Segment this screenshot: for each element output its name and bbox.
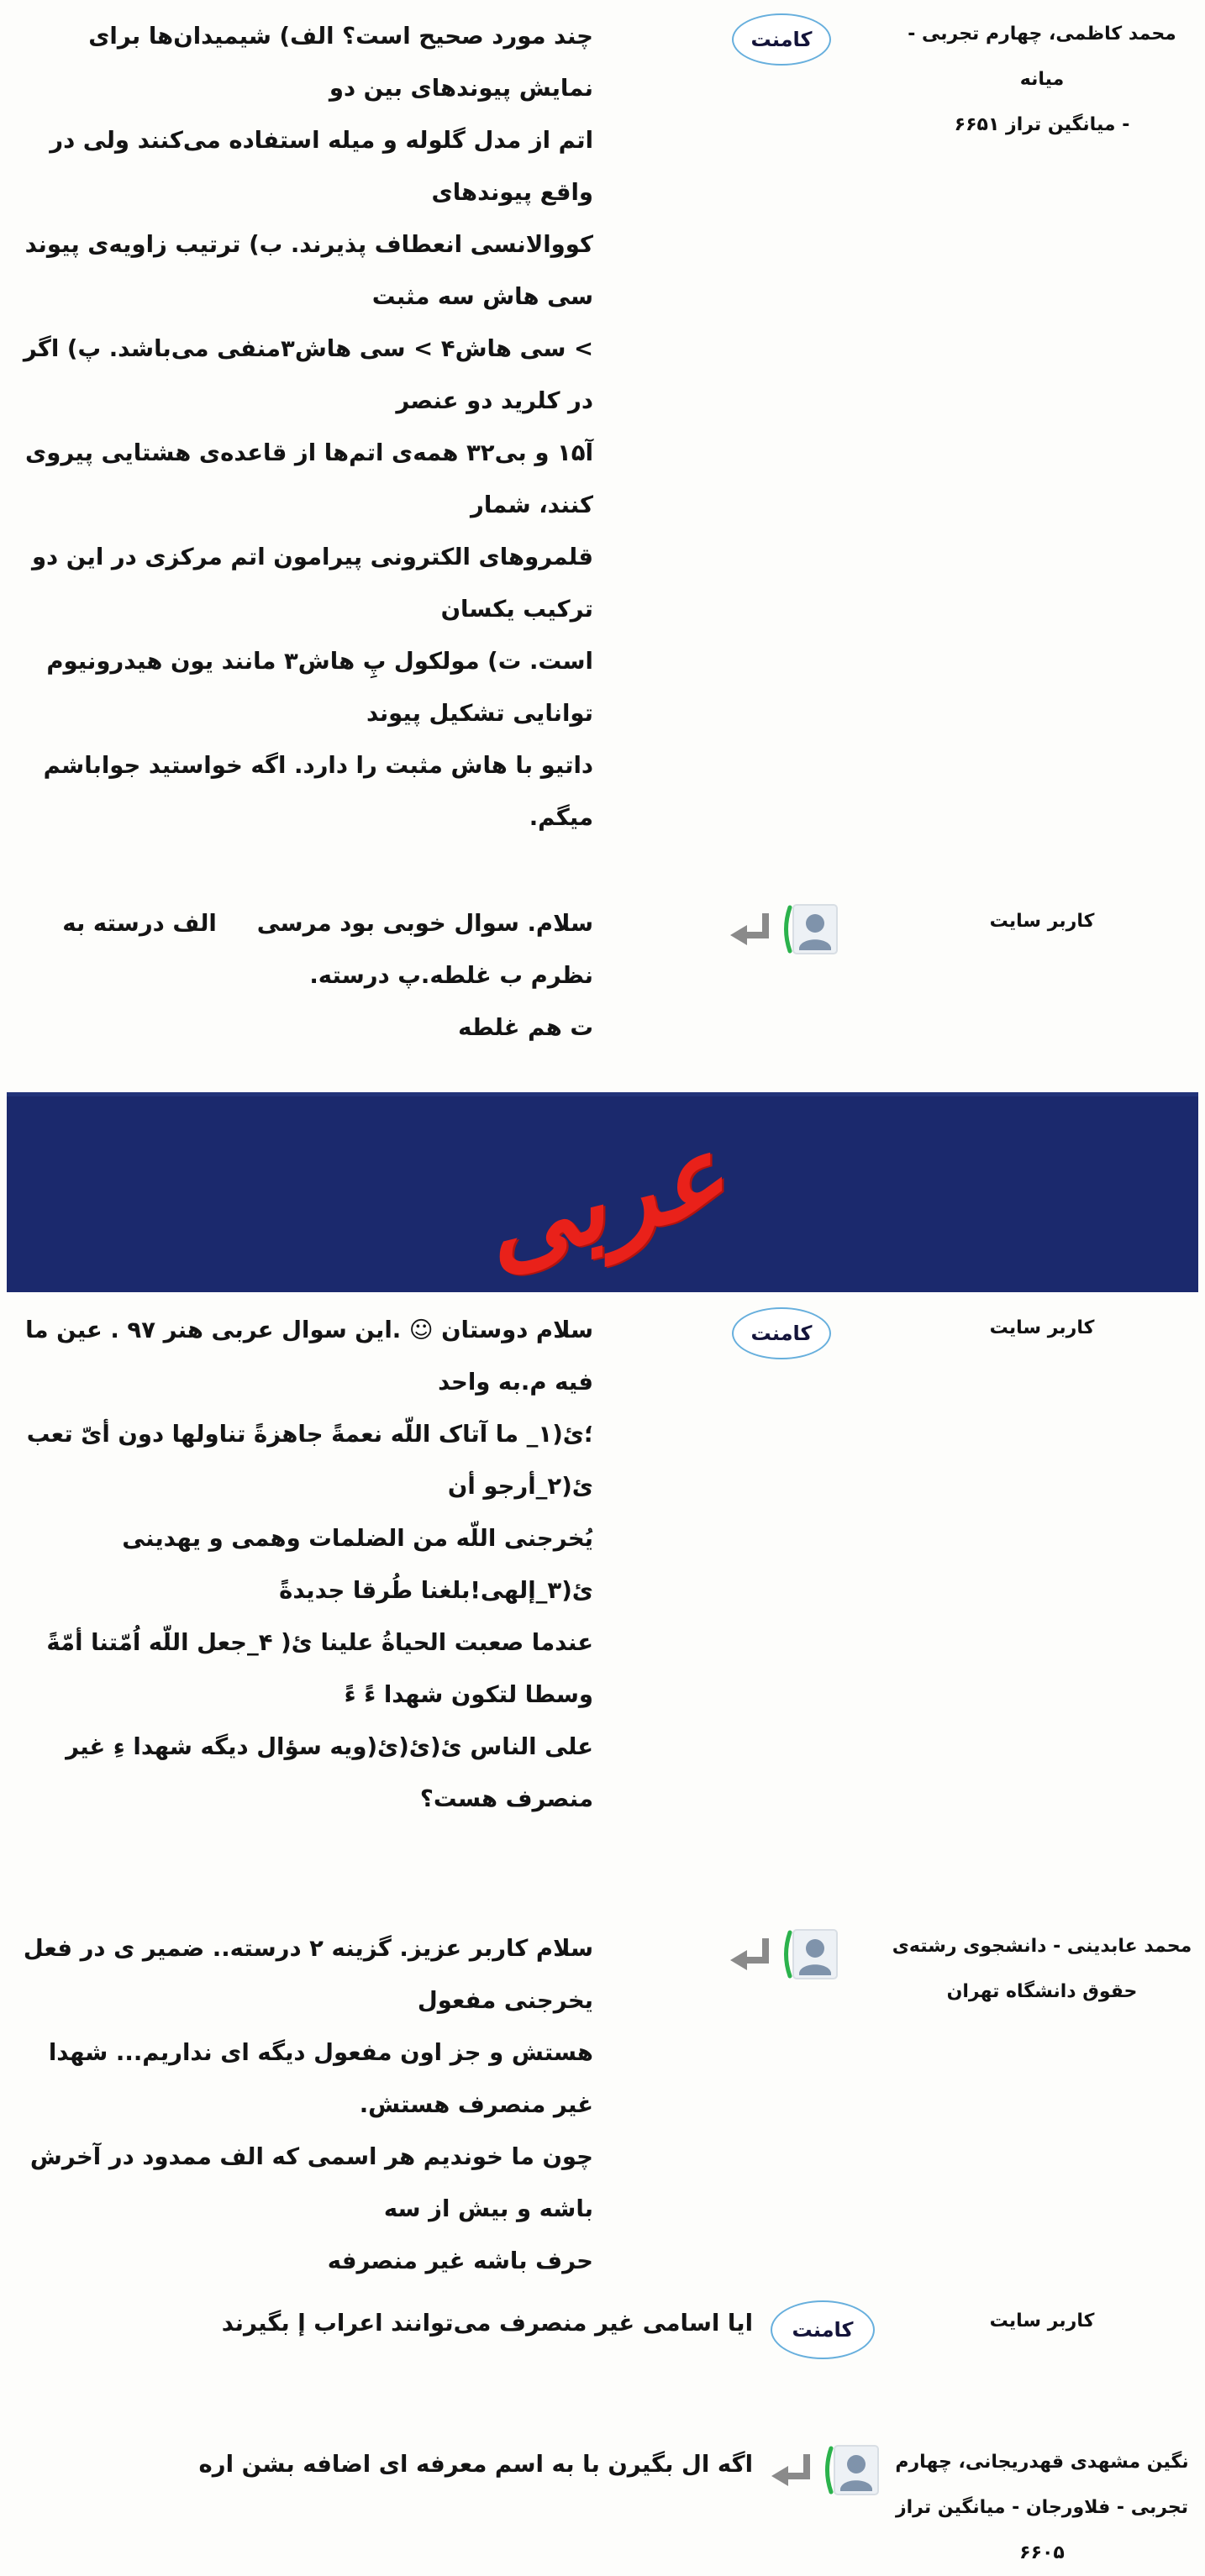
author-affiliation: تجربی - فلاورجان - میانگین تراز	[895, 2497, 1189, 2518]
reply-arrow-icon[interactable]	[729, 912, 772, 947]
banner-title: عربی	[471, 1110, 738, 1291]
reply-line: هستش و جز اون مفعول دیگه ای نداریم... شهدا غیر منصرف هستش.	[40, 2039, 593, 2118]
comment-body	[7, 10, 677, 844]
comment-author	[886, 1304, 1198, 1351]
badge-cell	[677, 10, 886, 66]
author-name: کاربر سایت	[989, 1317, 1095, 1338]
comment-author	[886, 2297, 1198, 2344]
badge-cell	[677, 1304, 886, 1359]
reply-block-site-user	[7, 897, 1198, 1054]
author-name: محمد عابدینی - دانشجوی رشته‌ی	[892, 1936, 1192, 1957]
comment-line: عندما صعبت الحیاةُ علینا ئ( ۴_جعل اللّه اُمّتنا أمّةً وسطا لتکون شهدا ءً ءً	[38, 1629, 593, 1708]
author-score: ۶۶۰۵	[1019, 2542, 1065, 2563]
comment-line: ایا اسامی غیر منصرف می‌توانند اعراب إ بگیرند	[221, 2310, 753, 2337]
comment-block-arabic	[7, 1304, 1198, 1825]
reply-body	[7, 2438, 760, 2490]
reply-indicator	[677, 1922, 886, 1979]
user-avatar-icon	[792, 904, 838, 954]
comment-line: داتیو با هاش مثبت را دارد. اگه خواستید جواباشم میگم.	[35, 752, 593, 831]
author-affiliation: حقوق دانشگاه تهران	[946, 1981, 1138, 2002]
comment-badge[interactable]: کامنت	[732, 13, 830, 66]
reply-author	[886, 1922, 1198, 2015]
comment-line: قلمروهای الکترونی پیرامون اتم مرکزی در این دو ترکیب یکسان	[24, 544, 593, 623]
comment-badge[interactable]: کامنت	[771, 2300, 875, 2359]
reply-arrow-icon[interactable]	[729, 1937, 772, 1972]
reply-line: حرف باشه غیر منصرفه	[327, 2247, 593, 2274]
badge-cell	[760, 2297, 886, 2359]
reply-body	[7, 1922, 677, 2287]
comment-line: علی الناس ئ(ئ(ئ(ویه سؤال دیگه شهدا ءِ غیر منصرف هست؟	[57, 1733, 593, 1812]
author-name: محمد کاظمی، چهارم تجربی - میانه	[908, 24, 1176, 90]
section-banner-arabic	[7, 1092, 1198, 1292]
comment-line: اتم از مدل گلوله و میله استفاده می‌کنند ولی در واقع پیوندهای	[41, 127, 593, 206]
comment-line: > سی هاش۴ > سی هاش۳منفی می‌باشد. پ) اگر در کلرید دو عنصر	[15, 335, 593, 414]
reply-author	[886, 2438, 1198, 2576]
comment-line: چند مورد صحیح است؟ الف) شیمیدان‌ها برای نمایش پیوندهای بین دو	[80, 23, 593, 102]
comment-line: آ۱۵ و بی۳۲ همه‌ی اتم‌ها از قاعده‌ی هشتایی پیروی کنند، شمار	[17, 439, 593, 518]
reply-line: چون ما خوندیم هر اسمی که الف ممدود در آخرش باشه و بیش از سه	[22, 2143, 593, 2222]
reply-body	[7, 897, 677, 1054]
reply-line: سلام کاربر عزیز. گزینه ۲ درسته.. ضمیر ی در فعل یخرجنی مفعول	[15, 1935, 593, 2014]
comment-body	[7, 1304, 677, 1825]
comment-line: سلام دوستان ☺ .این سوال عربی هنر ۹۷ . عین ما فیه م.به واحد	[17, 1317, 593, 1396]
reply-line: ت هم غلطه	[458, 1014, 593, 1041]
reply-author	[886, 897, 1198, 944]
author-name: نگین مشهدی قهدریجانی، چهارم	[895, 2452, 1189, 2473]
reply-indicator	[760, 2438, 886, 2495]
comment-block-followup	[7, 2297, 1198, 2359]
comment-line: یُخرجنی اللّه من الضلمات وهمی و یهدینی ئ(۳_إلهی!بلغنا طُرقا جدیدةً	[113, 1525, 593, 1604]
comment-body	[7, 2297, 760, 2349]
comment-author	[886, 10, 1198, 148]
author-name: کاربر سایت	[989, 2311, 1095, 2332]
reply-arrow-icon[interactable]	[770, 2452, 813, 2488]
author-name: کاربر سایت	[989, 911, 1095, 932]
green-bracket-icon	[781, 905, 792, 954]
reply-block-bottom	[7, 2438, 1198, 2576]
comment-line: ؛ئ(۱_ ما آتاک اللّه نعمةً جاهزةً تناولها دون أیّ تعب ئ(۲_أرجو أن	[18, 1421, 593, 1500]
comment-badge[interactable]: کامنت	[732, 1307, 830, 1359]
reply-line: سلام. سوال خوبی بود مرسی الف درسته به نظرم ب غلطه.پ درسته.	[54, 910, 593, 989]
comment-line: است. ت) مولکول پِ هاش۳ مانند یون هیدرونیوم توانایی تشکیل پیوند	[38, 648, 593, 727]
green-bracket-icon	[781, 1930, 792, 1979]
author-score: - میانگین تراز ۶۶۵۱	[954, 114, 1130, 135]
reply-block-law-student	[7, 1922, 1198, 2287]
user-avatar-icon	[834, 2445, 879, 2495]
user-avatar-icon	[792, 1929, 838, 1979]
reply-indicator	[677, 897, 886, 954]
reply-line: اگه ال بگیرن با به اسم معرفه ای اضافه بشن اره	[198, 2451, 753, 2478]
comment-line: کووالانسی انعطاف پذیرند. ب) ترتیب زاویه‌ی پیوند سی هاش سه مثبت	[17, 231, 593, 310]
comment-block-chemistry	[7, 10, 1198, 844]
green-bracket-icon	[822, 2446, 834, 2495]
